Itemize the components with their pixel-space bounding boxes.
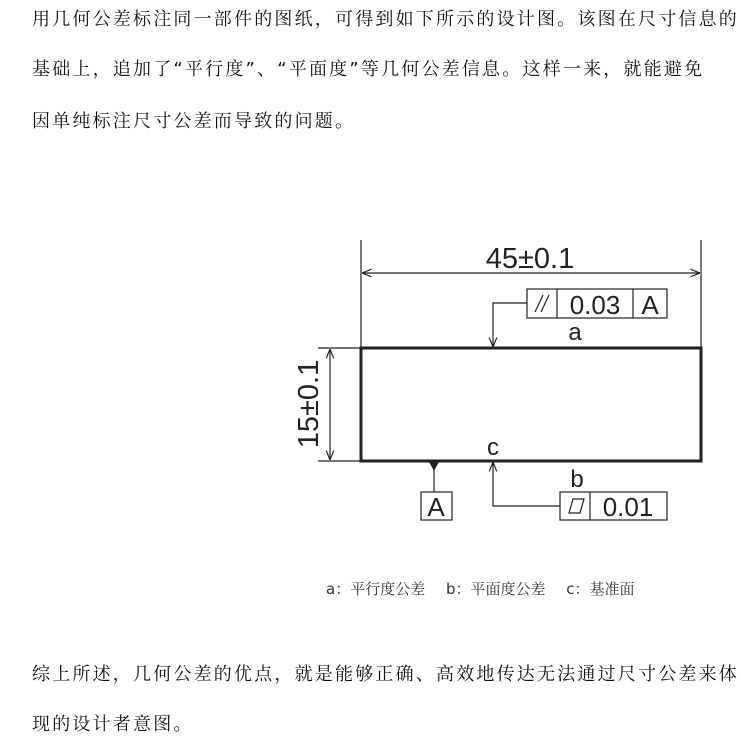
part-outline bbox=[361, 348, 701, 461]
parallelism-tolerance: 0.03 bbox=[569, 290, 621, 320]
label-c: c bbox=[487, 434, 499, 461]
conclusion-line-2: 现的设计者意图。 bbox=[32, 714, 194, 735]
label-b: b bbox=[570, 466, 584, 493]
height-dimension-text: 15±0.1 bbox=[293, 359, 325, 449]
intro-line-2: 基础上，追加了“平行度”、“平面度”等几何公差信息。这样一来，就能避免 bbox=[32, 59, 705, 80]
caption-c: c：基准面 bbox=[566, 580, 635, 598]
conclusion-line-1: 综上所述，几何公差的优点，就是能够正确、高效地传达无法通过尺寸公差来体 bbox=[32, 664, 739, 685]
intro-line-1: 用几何公差标注同一部件的图纸，可得到如下所示的设计图。该图在尺寸信息的 bbox=[32, 9, 739, 30]
flatness-icon bbox=[569, 499, 584, 513]
caption-a: a：平行度公差 bbox=[326, 580, 426, 598]
flatness-leader bbox=[493, 462, 560, 506]
datum-triangle-icon bbox=[429, 462, 439, 471]
figure-caption bbox=[326, 578, 649, 599]
intro-line-3: 因单纯标注尺寸公差而导致的问题。 bbox=[32, 111, 356, 132]
datum-label: A bbox=[427, 492, 445, 522]
parallelism-datum: A bbox=[641, 290, 659, 320]
flatness-tolerance: 0.01 bbox=[602, 492, 654, 522]
parallelism-leader bbox=[493, 303, 527, 347]
label-a: a bbox=[568, 319, 582, 346]
caption-b: b：平面度公差 bbox=[445, 580, 546, 598]
width-dimension-text: 45±0.1 bbox=[485, 243, 575, 275]
